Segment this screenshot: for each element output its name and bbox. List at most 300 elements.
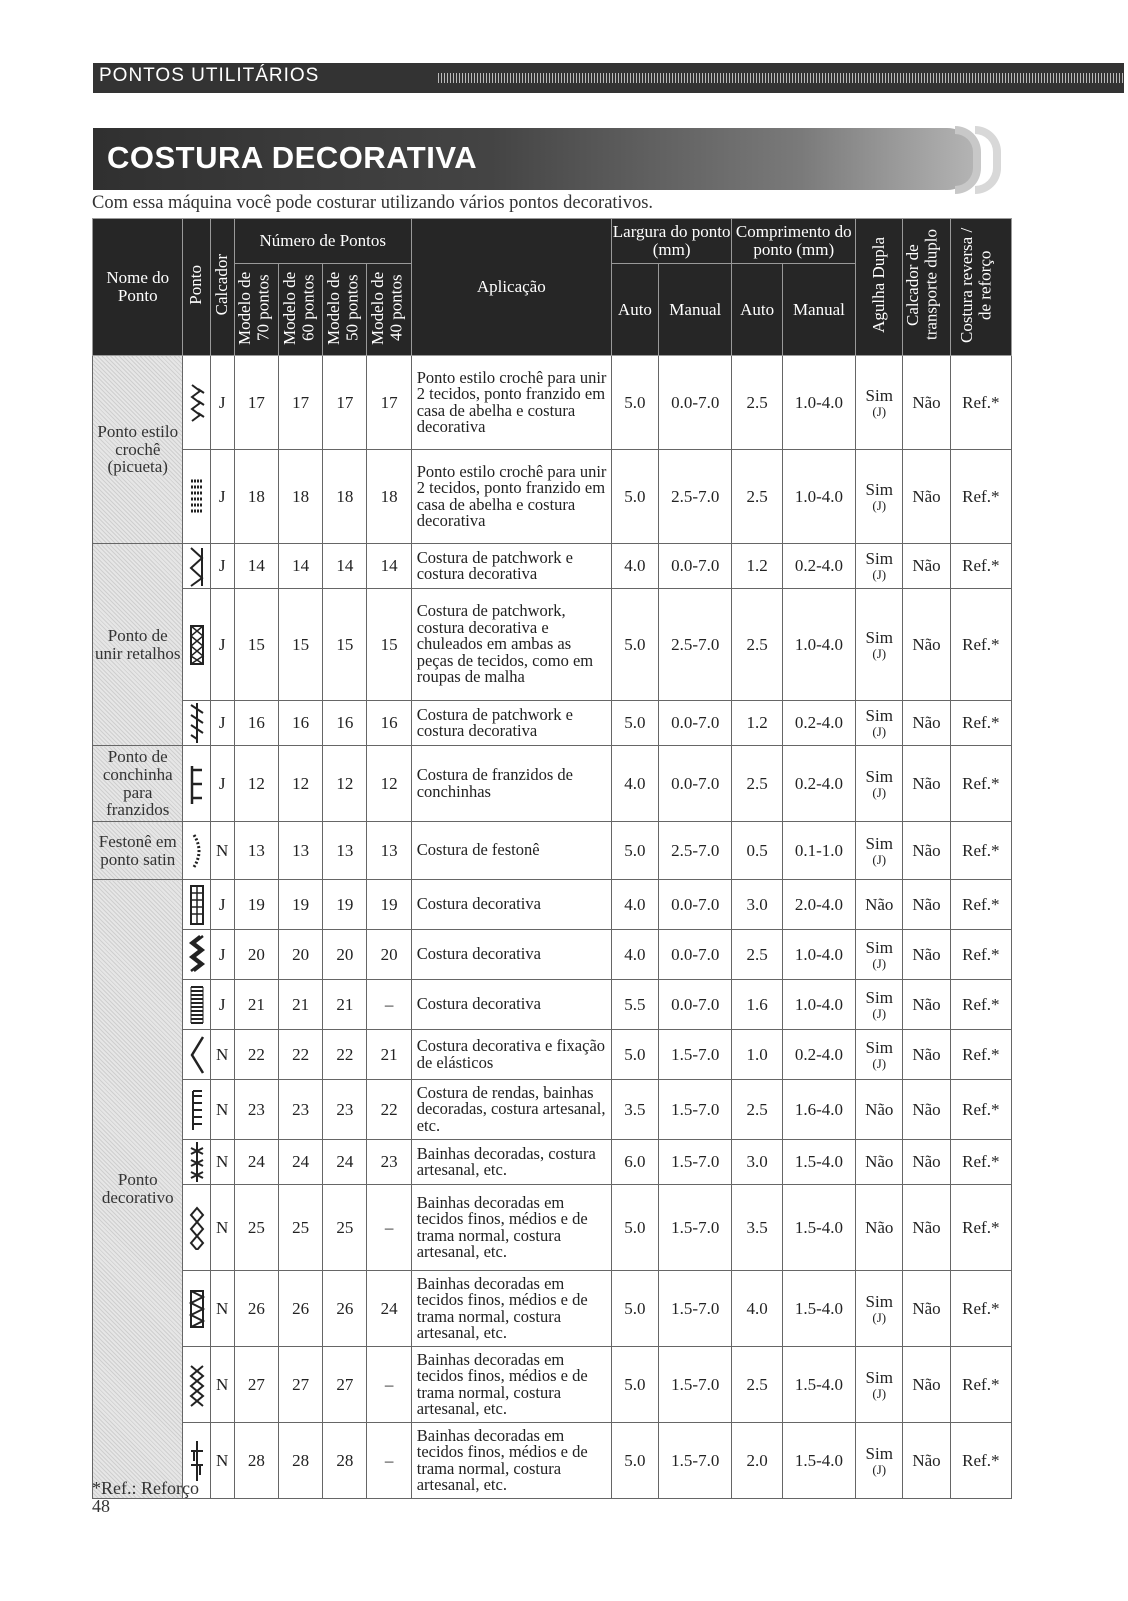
agulha-value: Sim	[865, 549, 893, 569]
modelo-70-cell: 23	[234, 1080, 278, 1140]
patchwork-feather-icon	[183, 701, 210, 746]
calcador-cell: J	[210, 980, 234, 1030]
modelo-50-cell: 27	[323, 1347, 367, 1423]
section-header-bar	[93, 63, 1124, 93]
modelo-40-cell: –	[367, 1185, 411, 1271]
calcador-cell: J	[210, 701, 234, 746]
reversa-cell: Ref.*	[950, 450, 1011, 544]
comprimento-auto-cell: 1.2	[732, 544, 782, 589]
modelo-50-cell: 16	[323, 701, 367, 746]
reversa-cell: Ref.*	[950, 880, 1011, 930]
modelo-40-cell: 22	[367, 1080, 411, 1140]
aplicacao-cell: Ponto estilo crochê para unir 2 tecidos, ponto franzido em casa de abelha e costura decorativa	[411, 356, 611, 450]
modelo-60-cell: 16	[278, 701, 322, 746]
agulha-value: Não	[865, 1099, 894, 1119]
calcador-cell: N	[210, 1030, 234, 1080]
comprimento-manual-cell: 1.6-4.0	[782, 1080, 855, 1140]
table-row	[93, 822, 1012, 880]
comprimento-manual-cell: 0.2-4.0	[782, 544, 855, 589]
largura-auto-cell: 5.5	[611, 980, 658, 1030]
largura-auto-cell: 4.0	[611, 930, 658, 980]
transporte-cell: Não	[903, 701, 950, 746]
table-row	[93, 880, 1012, 930]
aplicacao-cell: Costura decorativa	[411, 980, 611, 1030]
shell-tuck-icon	[183, 746, 210, 822]
aplicacao-cell: Costura de franzidos de conchinhas	[411, 746, 611, 822]
agulha-cell	[856, 1140, 903, 1185]
comprimento-manual-cell: 1.0-4.0	[782, 356, 855, 450]
agulha-sub: (J)	[872, 1461, 887, 1477]
aplicacao-cell: Costura de patchwork e costura decorativa	[411, 544, 611, 589]
diamond-hem-icon	[183, 1185, 210, 1271]
comprimento-auto-cell: 3.0	[732, 880, 782, 930]
header-rule	[438, 73, 1124, 83]
calcador-cell: J	[210, 544, 234, 589]
modelo-70-cell: 13	[234, 822, 278, 880]
modelo-50-cell: 17	[323, 356, 367, 450]
reversa-cell: Ref.*	[950, 356, 1011, 450]
agulha-sub: (J)	[872, 724, 887, 740]
calcador-cell: N	[210, 1080, 234, 1140]
agulha-sub: (J)	[872, 1005, 887, 1021]
modelo-60-cell: 25	[278, 1185, 322, 1271]
transporte-cell: Não	[903, 1347, 950, 1423]
largura-auto-cell: 5.0	[611, 701, 658, 746]
modelo-50-cell: 25	[323, 1185, 367, 1271]
table-row	[93, 1423, 1012, 1499]
comprimento-manual-cell: 1.5-4.0	[782, 1140, 855, 1185]
stitch-group-name: Ponto decorativo	[93, 880, 183, 1499]
modelo-50-cell: 19	[323, 880, 367, 930]
largura-manual-cell: 2.5-7.0	[659, 822, 732, 880]
page-title: COSTURA DECORATIVA	[107, 140, 478, 175]
agulha-value: Sim	[865, 1037, 893, 1057]
col-numero: Número de Pontos	[234, 219, 411, 264]
agulha-cell	[856, 450, 903, 544]
modelo-60-cell: 12	[278, 746, 322, 822]
modelo-70-cell: 27	[234, 1347, 278, 1423]
transporte-cell: Não	[903, 1271, 950, 1347]
agulha-sub: (J)	[872, 955, 887, 971]
col-modelo-50: Modelo de 50 pontos	[323, 264, 367, 356]
agulha-sub: (J)	[872, 645, 887, 661]
aplicacao-cell: Bainhas decoradas, costura artesanal, etc.	[411, 1140, 611, 1185]
table-row	[93, 589, 1012, 701]
largura-manual-cell: 0.0-7.0	[659, 356, 732, 450]
table-row	[93, 930, 1012, 980]
col-transporte: Calcador de transporte duplo	[903, 219, 950, 356]
modelo-50-cell: 15	[323, 589, 367, 701]
footnote-block	[92, 1479, 199, 1515]
agulha-value: Sim	[865, 1291, 893, 1311]
agulha-sub: (J)	[872, 1385, 887, 1401]
largura-auto-cell: 5.0	[611, 1185, 658, 1271]
reversa-cell: Ref.*	[950, 1030, 1011, 1080]
calcador-cell: J	[210, 589, 234, 701]
modelo-40-cell: 14	[367, 544, 411, 589]
modelo-60-cell: 18	[278, 450, 322, 544]
comprimento-manual-cell: 1.0-4.0	[782, 450, 855, 544]
agulha-value: Sim	[865, 766, 893, 786]
largura-auto-cell: 4.0	[611, 746, 658, 822]
modelo-60-cell: 20	[278, 930, 322, 980]
comprimento-manual-cell: 1.5-4.0	[782, 1185, 855, 1271]
modelo-60-cell: 23	[278, 1080, 322, 1140]
table-row	[93, 1140, 1012, 1185]
col-nome: Nome do Ponto	[93, 219, 183, 356]
ladder-stitch-icon	[183, 880, 210, 930]
reversa-cell: Ref.*	[950, 1185, 1011, 1271]
largura-manual-cell: 2.5-7.0	[659, 450, 732, 544]
page-number: 48	[92, 1496, 110, 1516]
calcador-cell: N	[210, 1347, 234, 1423]
agulha-sub: (J)	[872, 784, 887, 800]
modelo-70-cell: 24	[234, 1140, 278, 1185]
modelo-50-cell: 28	[323, 1423, 367, 1499]
comprimento-manual-cell: 0.1-1.0	[782, 822, 855, 880]
agulha-value: Não	[865, 1152, 894, 1172]
reversa-cell: Ref.*	[950, 1271, 1011, 1347]
aplicacao-cell: Bainhas decoradas em tecidos finos, médios e de trama normal, costura artesanal, etc.	[411, 1423, 611, 1499]
calcador-cell: J	[210, 930, 234, 980]
agulha-cell	[856, 880, 903, 930]
modelo-70-cell: 19	[234, 880, 278, 930]
transporte-cell: Não	[903, 1185, 950, 1271]
agulha-cell	[856, 356, 903, 450]
calcador-cell: N	[210, 1423, 234, 1499]
comprimento-auto-cell: 1.6	[732, 980, 782, 1030]
agulha-value: Sim	[865, 1443, 893, 1463]
col-largura: Largura do ponto (mm)	[611, 219, 732, 264]
reversa-cell: Ref.*	[950, 980, 1011, 1030]
stitch-group-name: Ponto de conchinha para franzidos	[93, 746, 183, 822]
modelo-70-cell: 16	[234, 701, 278, 746]
modelo-40-cell: 15	[367, 589, 411, 701]
agulha-sub: (J)	[872, 497, 887, 513]
agulha-value: Sim	[865, 627, 893, 647]
comprimento-auto-cell: 2.0	[732, 1423, 782, 1499]
zigzag-decor-icon	[183, 930, 210, 980]
largura-manual-cell: 0.0-7.0	[659, 980, 732, 1030]
largura-manual-cell: 0.0-7.0	[659, 746, 732, 822]
col-modelo-60: Modelo de 60 pontos	[278, 264, 322, 356]
transporte-cell: Não	[903, 1080, 950, 1140]
modelo-60-cell: 21	[278, 980, 322, 1030]
calcador-cell: J	[210, 450, 234, 544]
modelo-70-cell: 18	[234, 450, 278, 544]
table-row	[93, 980, 1012, 1030]
intro-text: Com essa máquina você pode costurar utilizando vários pontos decorativos.	[92, 193, 654, 213]
largura-auto-cell: 6.0	[611, 1140, 658, 1185]
agulha-value: Sim	[865, 479, 893, 499]
agulha-value: Sim	[865, 706, 893, 726]
comprimento-auto-cell: 2.5	[732, 356, 782, 450]
agulha-value: Sim	[865, 385, 893, 405]
comprimento-auto-cell: 3.0	[732, 1140, 782, 1185]
aplicacao-cell: Bainhas decoradas em tecidos finos, médios e de trama normal, costura artesanal, etc.	[411, 1347, 611, 1423]
comprimento-auto-cell: 4.0	[732, 1271, 782, 1347]
footnote: *Ref.: Reforço	[92, 1478, 199, 1498]
picot-stitch-icon	[183, 450, 210, 544]
reversa-cell: Ref.*	[950, 1347, 1011, 1423]
largura-auto-cell: 4.0	[611, 880, 658, 930]
calcador-cell: N	[210, 1185, 234, 1271]
aplicacao-cell: Costura de patchwork, costura decorativa e chuleados em ambas as peças de tecidos, como em roupas de malha	[411, 589, 611, 701]
aplicacao-cell: Costura decorativa	[411, 930, 611, 980]
patchwork-zigzag-icon	[183, 544, 210, 589]
col-largura-manual: Manual	[659, 264, 732, 356]
aplicacao-cell: Bainhas decoradas em tecidos finos, médios e de trama normal, costura artesanal, etc.	[411, 1271, 611, 1347]
col-comprimento-manual: Manual	[782, 264, 855, 356]
modelo-70-cell: 21	[234, 980, 278, 1030]
largura-manual-cell: 1.5-7.0	[659, 1080, 732, 1140]
agulha-cell	[856, 1080, 903, 1140]
transporte-cell: Não	[903, 746, 950, 822]
modelo-70-cell: 25	[234, 1185, 278, 1271]
modelo-40-cell: 24	[367, 1271, 411, 1347]
col-aplicacao: Aplicação	[411, 219, 611, 356]
modelo-50-cell: 24	[323, 1140, 367, 1185]
col-comprimento-auto: Auto	[732, 264, 782, 356]
agulha-value: Sim	[865, 833, 893, 853]
agulha-cell	[856, 544, 903, 589]
comprimento-manual-cell: 1.0-4.0	[782, 589, 855, 701]
modelo-60-cell: 14	[278, 544, 322, 589]
reversa-cell: Ref.*	[950, 544, 1011, 589]
col-calcador: Calcador	[210, 219, 234, 356]
largura-auto-cell: 4.0	[611, 544, 658, 589]
largura-manual-cell: 0.0-7.0	[659, 930, 732, 980]
reversa-cell: Ref.*	[950, 1140, 1011, 1185]
comprimento-auto-cell: 2.5	[732, 746, 782, 822]
comprimento-manual-cell: 0.2-4.0	[782, 746, 855, 822]
largura-manual-cell: 1.5-7.0	[659, 1140, 732, 1185]
largura-manual-cell: 1.5-7.0	[659, 1185, 732, 1271]
agulha-sub: (J)	[872, 851, 887, 867]
modelo-60-cell: 28	[278, 1423, 322, 1499]
stitch-group-name: Festonê em ponto satin	[93, 822, 183, 880]
agulha-cell	[856, 822, 903, 880]
cross-hem-icon	[183, 1347, 210, 1423]
transporte-cell: Não	[903, 980, 950, 1030]
stitch-table	[92, 218, 1012, 1499]
table-row	[93, 701, 1012, 746]
agulha-sub: (J)	[872, 1055, 887, 1071]
modelo-40-cell: 13	[367, 822, 411, 880]
modelo-50-cell: 13	[323, 822, 367, 880]
largura-auto-cell: 3.5	[611, 1080, 658, 1140]
largura-manual-cell: 1.5-7.0	[659, 1030, 732, 1080]
modelo-70-cell: 28	[234, 1423, 278, 1499]
transporte-cell: Não	[903, 356, 950, 450]
stitch-group-name: Ponto estilo crochê (picueta)	[93, 356, 183, 544]
reversa-cell: Ref.*	[950, 589, 1011, 701]
modelo-60-cell: 27	[278, 1347, 322, 1423]
comprimento-auto-cell: 1.2	[732, 701, 782, 746]
largura-manual-cell: 0.0-7.0	[659, 544, 732, 589]
aplicacao-cell: Costura de rendas, bainhas decoradas, costura artesanal, etc.	[411, 1080, 611, 1140]
modelo-40-cell: 21	[367, 1030, 411, 1080]
comprimento-auto-cell: 2.5	[732, 1347, 782, 1423]
col-comprimento: Comprimento do ponto (mm)	[732, 219, 856, 264]
agulha-value: Não	[865, 1217, 894, 1237]
comprimento-auto-cell: 2.5	[732, 450, 782, 544]
agulha-sub: (J)	[872, 403, 887, 419]
modelo-70-cell: 17	[234, 356, 278, 450]
agulha-cell	[856, 1271, 903, 1347]
largura-auto-cell: 5.0	[611, 822, 658, 880]
transporte-cell: Não	[903, 880, 950, 930]
table-row	[93, 1347, 1012, 1423]
modelo-40-cell: 19	[367, 880, 411, 930]
aplicacao-cell: Costura de patchwork e costura decorativa	[411, 701, 611, 746]
elastic-stitch-icon	[183, 1030, 210, 1080]
agulha-cell	[856, 1030, 903, 1080]
comprimento-auto-cell: 0.5	[732, 822, 782, 880]
modelo-50-cell: 18	[323, 450, 367, 544]
table-row	[93, 450, 1012, 544]
modelo-50-cell: 26	[323, 1271, 367, 1347]
modelo-60-cell: 24	[278, 1140, 322, 1185]
comprimento-manual-cell: 0.2-4.0	[782, 701, 855, 746]
title-banner	[93, 128, 978, 190]
comprimento-manual-cell: 1.5-4.0	[782, 1271, 855, 1347]
modelo-40-cell: 12	[367, 746, 411, 822]
agulha-value: Sim	[865, 1367, 893, 1387]
transporte-cell: Não	[903, 1423, 950, 1499]
comprimento-auto-cell: 3.5	[732, 1185, 782, 1271]
agulha-cell	[856, 746, 903, 822]
banner-arrow-icon-2	[975, 126, 1001, 194]
agulha-cell	[856, 701, 903, 746]
modelo-40-cell: 17	[367, 356, 411, 450]
modelo-70-cell: 15	[234, 589, 278, 701]
scallop-satin-icon	[183, 822, 210, 880]
modelo-50-cell: 23	[323, 1080, 367, 1140]
modelo-40-cell: –	[367, 1423, 411, 1499]
reversa-cell: Ref.*	[950, 930, 1011, 980]
comprimento-auto-cell: 2.5	[732, 930, 782, 980]
agulha-cell	[856, 1423, 903, 1499]
agulha-cell	[856, 1185, 903, 1271]
transporte-cell: Não	[903, 930, 950, 980]
col-ponto: Ponto	[183, 219, 210, 356]
largura-auto-cell: 5.0	[611, 356, 658, 450]
comprimento-manual-cell: 1.0-4.0	[782, 980, 855, 1030]
calcador-cell: N	[210, 1140, 234, 1185]
modelo-70-cell: 26	[234, 1271, 278, 1347]
largura-manual-cell: 1.5-7.0	[659, 1347, 732, 1423]
calcador-cell: J	[210, 356, 234, 450]
col-modelo-70: Modelo de 70 pontos	[234, 264, 278, 356]
reversa-cell: Ref.*	[950, 701, 1011, 746]
modelo-40-cell: 20	[367, 930, 411, 980]
agulha-cell	[856, 930, 903, 980]
transporte-cell: Não	[903, 589, 950, 701]
largura-auto-cell: 5.0	[611, 450, 658, 544]
reversa-cell: Ref.*	[950, 1080, 1011, 1140]
agulha-cell	[856, 1347, 903, 1423]
largura-manual-cell: 2.5-7.0	[659, 589, 732, 701]
largura-auto-cell: 5.0	[611, 1271, 658, 1347]
table-row	[93, 544, 1012, 589]
table-row	[93, 746, 1012, 822]
table-row	[93, 1080, 1012, 1140]
modelo-40-cell: 23	[367, 1140, 411, 1185]
modelo-60-cell: 26	[278, 1271, 322, 1347]
reversa-cell: Ref.*	[950, 1423, 1011, 1499]
modelo-60-cell: 17	[278, 356, 322, 450]
transporte-cell: Não	[903, 1030, 950, 1080]
largura-manual-cell: 0.0-7.0	[659, 701, 732, 746]
calcador-cell: J	[210, 746, 234, 822]
modelo-40-cell: 18	[367, 450, 411, 544]
satin-bar-icon	[183, 980, 210, 1030]
modelo-70-cell: 12	[234, 746, 278, 822]
comprimento-manual-cell: 1.5-4.0	[782, 1423, 855, 1499]
modelo-50-cell: 21	[323, 980, 367, 1030]
calcador-cell: N	[210, 1271, 234, 1347]
aplicacao-cell: Costura decorativa	[411, 880, 611, 930]
modelo-60-cell: 15	[278, 589, 322, 701]
modelo-40-cell: –	[367, 1347, 411, 1423]
comprimento-manual-cell: 1.0-4.0	[782, 930, 855, 980]
agulha-value: Sim	[865, 937, 893, 957]
aplicacao-cell: Ponto estilo crochê para unir 2 tecidos, ponto franzido em casa de abelha e costura decorativa	[411, 450, 611, 544]
agulha-value: Não	[865, 894, 894, 914]
largura-auto-cell: 5.0	[611, 1030, 658, 1080]
modelo-50-cell: 12	[323, 746, 367, 822]
calcador-cell: N	[210, 822, 234, 880]
comprimento-manual-cell: 0.2-4.0	[782, 1030, 855, 1080]
agulha-sub: (J)	[872, 567, 887, 583]
modelo-50-cell: 14	[323, 544, 367, 589]
transporte-cell: Não	[903, 822, 950, 880]
modelo-40-cell: –	[367, 980, 411, 1030]
largura-auto-cell: 5.0	[611, 1347, 658, 1423]
calcador-cell: J	[210, 880, 234, 930]
aplicacao-cell: Bainhas decoradas em tecidos finos, médios e de trama normal, costura artesanal, etc.	[411, 1185, 611, 1271]
modelo-70-cell: 22	[234, 1030, 278, 1080]
agulha-cell	[856, 980, 903, 1030]
largura-auto-cell: 5.0	[611, 589, 658, 701]
comprimento-manual-cell: 1.5-4.0	[782, 1347, 855, 1423]
largura-manual-cell: 1.5-7.0	[659, 1271, 732, 1347]
reversa-cell: Ref.*	[950, 822, 1011, 880]
aplicacao-cell: Costura decorativa e fixação de elásticos	[411, 1030, 611, 1080]
transporte-cell: Não	[903, 544, 950, 589]
modelo-40-cell: 16	[367, 701, 411, 746]
col-reversa: Costura reversa / de reforço	[950, 219, 1011, 356]
modelo-70-cell: 14	[234, 544, 278, 589]
aplicacao-cell: Costura de festonê	[411, 822, 611, 880]
modelo-50-cell: 20	[323, 930, 367, 980]
comprimento-auto-cell: 2.5	[732, 1080, 782, 1140]
agulha-sub: (J)	[872, 1309, 887, 1325]
col-largura-auto: Auto	[611, 264, 658, 356]
col-modelo-40: Modelo de 40 pontos	[367, 264, 411, 356]
largura-manual-cell: 0.0-7.0	[659, 880, 732, 930]
modelo-70-cell: 20	[234, 930, 278, 980]
comprimento-auto-cell: 2.5	[732, 589, 782, 701]
transporte-cell: Não	[903, 450, 950, 544]
crochet-stitch-icon	[183, 356, 210, 450]
comprimento-auto-cell: 1.0	[732, 1030, 782, 1080]
largura-auto-cell: 5.0	[611, 1423, 658, 1499]
modelo-60-cell: 19	[278, 880, 322, 930]
section-label: PONTOS UTILITÁRIOS	[99, 65, 320, 86]
lace-stitch-icon	[183, 1080, 210, 1140]
